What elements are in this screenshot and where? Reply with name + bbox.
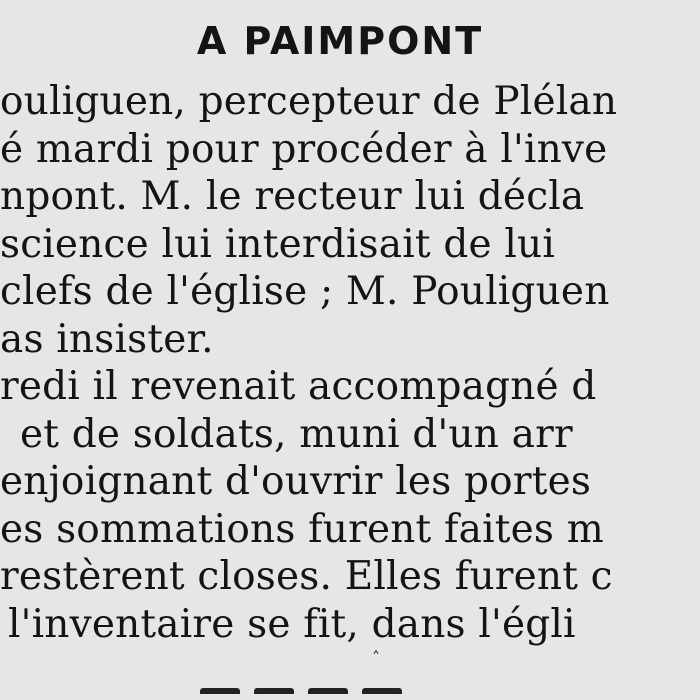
article-line-4: science lui interdisait de lui xyxy=(0,221,556,267)
article-line-1: ouliguen, percepteur de Plélan xyxy=(0,79,618,124)
article-line-6: as insister. xyxy=(0,316,214,362)
next-headline-fragment xyxy=(200,688,500,700)
ink-speck: ˄ xyxy=(372,648,380,667)
article-line-10: es sommations furent faites m xyxy=(0,506,604,552)
article-line-12: l'inventaire se fit, dans l'égli xyxy=(8,601,576,647)
article-body xyxy=(0,78,700,648)
article-headline: A PAIMPONT xyxy=(196,19,484,63)
article-line-8: et de soldats, muni d'un arr xyxy=(20,411,573,457)
article-line-2: é mardi pour procéder à l'inve xyxy=(0,126,608,172)
article-line-11: restèrent closes. Elles furent c xyxy=(0,554,613,599)
article-line-3: npont. M. le recteur lui décla xyxy=(0,174,585,219)
article-line-7: redi il revenait accompagné d xyxy=(0,364,597,409)
article-line-9: enjoignant d'ouvrir les portes xyxy=(0,459,592,504)
article-line-5: clefs de l'église ; M. Pouliguen xyxy=(0,269,610,314)
